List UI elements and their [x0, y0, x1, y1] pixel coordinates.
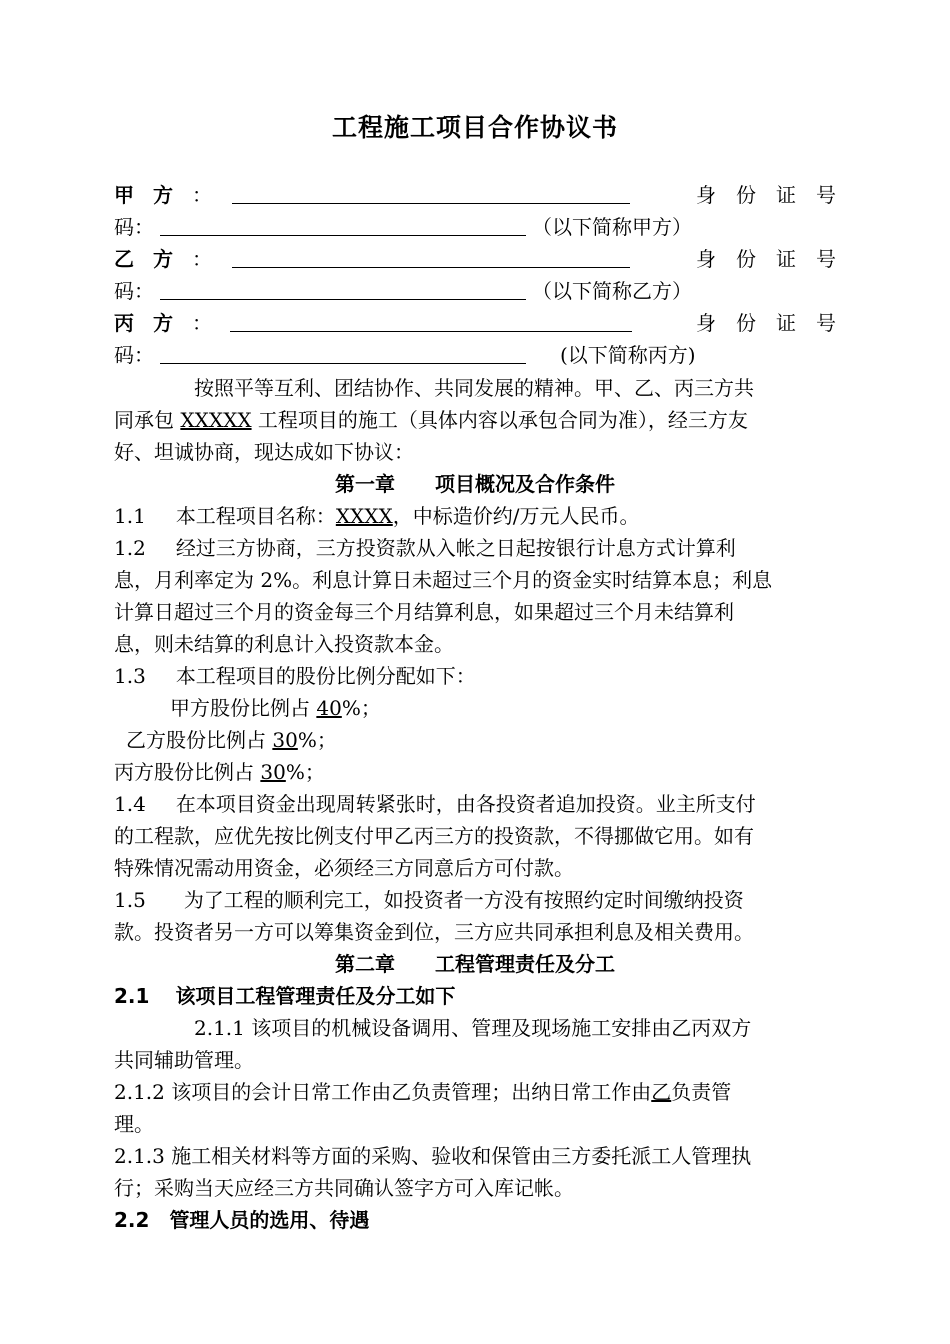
section-2-2-title: 管理人员的选用、待遇 [169, 1208, 370, 1232]
clause-1-5-number: 1.5 [114, 888, 146, 912]
clause-1-5-text: 为了工程的顺利完工，如投资者一方没有按照约定时间缴纳投资 [183, 888, 744, 912]
clause-1-2-line-3: 计算日超过三个月的资金每三个月结算利息，如果超过三个月未结算利 [114, 600, 734, 624]
clause-1-1-project-name: XXXX [335, 504, 393, 528]
clause-1-1-tail: ，中标造价约/万元人民币。 [392, 504, 640, 528]
section-2-2-number: 2.2 [114, 1208, 150, 1232]
party-a-code-row [114, 211, 836, 243]
clause-1-5-line-2: 款。投资者另一方可以筹集资金到位，三方应共同承担利息及相关费用。 [114, 920, 754, 944]
share-a-unit: %； [341, 696, 381, 720]
party-c-row [114, 307, 856, 339]
party-c-code-row [114, 339, 836, 371]
party-a-name-blank[interactable] [232, 179, 630, 204]
share-b-label: 乙方股份比例占 [126, 728, 273, 752]
clause-1-1 [114, 500, 836, 532]
party-a-abbr: （以下简称甲方） [532, 215, 692, 239]
clause-2-1-2-line-1 [114, 1076, 836, 1108]
share-b-unit: %； [297, 728, 337, 752]
clause-1-3-text: 本工程项目的股份比例分配如下： [175, 664, 476, 688]
share-c-label: 丙方股份比例占 [114, 760, 261, 784]
party-b-name-blank[interactable] [232, 243, 630, 268]
party-a-label: 甲 方 [114, 183, 179, 207]
clause-1-2-number: 1.2 [114, 536, 146, 560]
clause-1-3 [114, 660, 836, 692]
party-a-id-blank[interactable] [160, 211, 526, 236]
clause-1-4-text: 在本项目资金出现周转紧张时，由各投资者追加投资。业主所支付 [175, 792, 756, 816]
party-c-code-label: 码： [114, 343, 154, 367]
clause-1-2-line-4: 息，则未结算的利息计入投资款本金。 [114, 632, 454, 656]
intro-line-2-prefix: 同承包 [114, 408, 181, 432]
party-a-id-label: 身份证号 [696, 183, 856, 207]
clause-1-2-line-1 [114, 532, 836, 564]
party-b-id-blank[interactable] [160, 275, 526, 300]
party-b-id-label: 身份证号 [696, 247, 856, 271]
party-b-code-row [114, 275, 836, 307]
clause-1-2-line-2: 息，月利率定为 2%。利息计算日未超过三个月的资金实时结算本息；利息 [114, 568, 773, 592]
clause-1-1-number: 1.1 [114, 504, 146, 528]
party-c-abbr: (以下简称丙方) [560, 343, 696, 367]
party-a-row [114, 179, 856, 211]
clause-2-1-2-line-2: 理。 [114, 1112, 154, 1136]
clause-1-5-line-1 [114, 884, 836, 916]
share-party-c [114, 756, 836, 788]
party-b-row [114, 243, 856, 275]
chapter-1-title: 第一章 项目概况及合作条件 [335, 472, 615, 496]
clause-1-4-number: 1.4 [114, 792, 146, 816]
party-c-id-blank[interactable] [160, 339, 526, 364]
clause-1-4-line-2: 的工程款，应优先按比例支付甲乙丙三方的投资款，不得挪做它用。如有 [114, 824, 754, 848]
clause-1-2-text: 经过三方协商，三方投资款从入帐之日起按银行计息方式计算利 [175, 536, 736, 560]
share-b-value: 30 [272, 728, 298, 752]
party-b-label: 乙 方 [114, 247, 179, 271]
section-2-1-number: 2.1 [114, 984, 150, 1008]
share-c-value: 30 [260, 760, 286, 784]
share-a-label: 甲方股份比例占 [170, 696, 317, 720]
section-2-2-heading [114, 1204, 836, 1236]
clause-1-4-line-3: 特殊情况需动用资金，必须经三方同意后方可付款。 [114, 856, 574, 880]
clause-2-1-2-party: 乙 [651, 1080, 672, 1104]
project-name-placeholder: XXXXX [180, 408, 252, 432]
clause-2-1-1-line-2: 共同辅助管理。 [114, 1048, 254, 1072]
intro-line-2 [114, 404, 836, 436]
intro-line-2-suffix: 工程项目的施工（具体内容以承包合同为准），经三方友 [251, 408, 748, 432]
party-c-label: 丙 方 [114, 311, 179, 335]
share-a-value: 40 [316, 696, 342, 720]
clause-2-1-2-text: 2.1.2 该项目的会计日常工作由乙负责管理；出纳日常工作由 [114, 1080, 652, 1104]
party-c-id-label: 身份证号 [696, 311, 856, 335]
clause-2-1-1-line-1: 2.1.1 该项目的机械设备调用、管理及现场施工安排由乙丙双方 [194, 1016, 752, 1040]
clause-2-1-2-tail: 负责管 [671, 1080, 732, 1104]
document-title: 工程施工项目合作协议书 [331, 113, 618, 142]
clause-1-3-number: 1.3 [114, 664, 146, 688]
clause-2-1-3-line-1: 2.1.3 施工相关材料等方面的采购、验收和保管由三方委托派工人管理执 [114, 1144, 752, 1168]
share-c-unit: %； [285, 760, 325, 784]
party-b-abbr: （以下简称乙方） [532, 279, 692, 303]
share-party-b [114, 724, 836, 756]
clause-1-4-line-1 [114, 788, 836, 820]
clause-2-1-3-line-2: 行；采购当天应经三方共同确认签字方可入库记帐。 [114, 1176, 574, 1200]
party-b-code-label: 码： [114, 279, 154, 303]
party-b-colon: ： [192, 247, 212, 271]
chapter-2-title: 第二章 工程管理责任及分工 [335, 952, 615, 976]
party-c-colon: ： [192, 311, 212, 335]
clause-1-1-text: 本工程项目名称： [175, 504, 336, 528]
intro-line-3: 好、坦诚协商，现达成如下协议： [114, 440, 414, 464]
intro-line-1: 按照平等互利、团结协作、共同发展的精神。甲、乙、丙三方共 [194, 376, 754, 400]
party-c-name-blank[interactable] [230, 307, 632, 332]
share-party-a [114, 692, 836, 724]
section-2-1-title: 该项目工程管理责任及分工如下 [175, 984, 456, 1008]
party-a-code-label: 码： [114, 215, 154, 239]
section-2-1-heading [114, 980, 836, 1012]
party-a-colon: ： [192, 183, 212, 207]
